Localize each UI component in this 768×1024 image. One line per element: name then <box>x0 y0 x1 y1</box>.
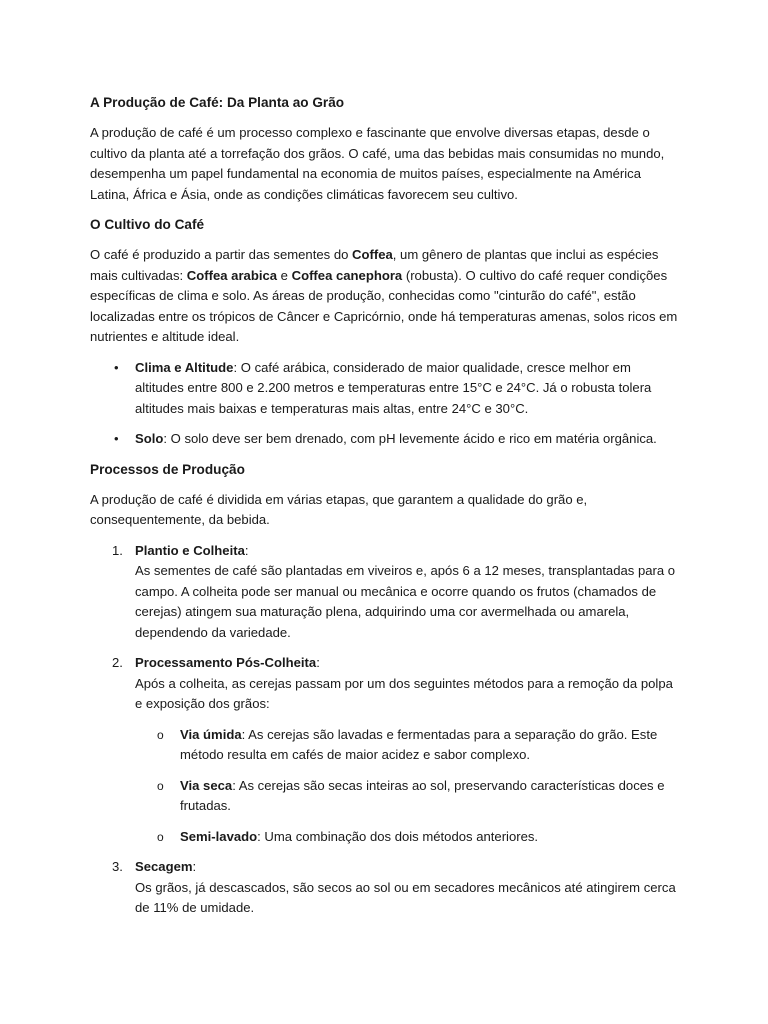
bullet-text: : O solo deve ser bem drenado, com pH levemente ácido e rico em matéria orgânica. <box>163 431 657 446</box>
step-text: As sementes de café são plantadas em viveiros e, após 6 a 12 meses, transplantadas para o campo. A colheita pode ser manual ou mecânica e ocorre quando os frutos (chamados de cerejas) atingem sua maturação plena, adquirindo uma cor avermelhada ou amarela, dependendo da variedade. <box>135 563 676 640</box>
list-item <box>90 653 682 847</box>
method-text: : Uma combinação dos dois métodos anteriores. <box>257 828 539 844</box>
bullet-marker: o <box>157 778 164 793</box>
method-text: : As cerejas são lavadas e fermentadas para a separação do grão. Este método resulta em cafés de maior acidez e sabor complexo. <box>180 726 658 762</box>
list-item <box>90 429 682 450</box>
step-term: Plantio e Colheita <box>135 542 245 558</box>
bullet-marker: o <box>157 829 164 844</box>
methods-list <box>135 725 682 848</box>
list-item <box>90 857 682 919</box>
bullet-marker: o <box>157 727 164 742</box>
list-item <box>135 776 682 817</box>
cultivo-paragraph <box>90 245 682 348</box>
term-coffea: Coffea <box>352 247 393 262</box>
step-heading <box>135 857 682 878</box>
term-coffea-canephora: Coffea canephora <box>291 267 403 283</box>
cultivo-text-b: , um gênero de plantas que inclui as espécies mais cultivadas: <box>90 247 659 283</box>
method-term: Semi-lavado <box>180 828 258 844</box>
method-term: Via úmida <box>180 726 242 742</box>
step-colon: : <box>244 542 249 558</box>
processos-intro-paragraph: A produção de café é dividida em várias etapas, que garantem a qualidade do grão e, consequentemente, da bebida. <box>90 491 588 527</box>
list-item <box>135 725 682 766</box>
bullet-text: : O café arábica, considerado de maior qualidade, cresce melhor em altitudes entre 800 e 2.200 metros e temperaturas entre 15°C e 24°C. Já o robusta tolera altitudes mais baixas e temperaturas mais altas, entre 24°C e 30°C. <box>135 359 652 416</box>
bullet-marker: • <box>114 431 119 446</box>
method-term: Via seca <box>180 777 233 793</box>
section-heading-processos: Processos de Produção <box>90 461 245 477</box>
step-heading <box>135 653 682 674</box>
step-text: Após a colheita, as cerejas passam por um dos seguintes métodos para a remoção da polpa e exposição dos grãos: <box>135 675 673 711</box>
list-item <box>90 541 682 644</box>
bullet-marker: • <box>114 359 119 375</box>
step-heading <box>135 541 682 562</box>
step-term: Secagem <box>135 859 193 874</box>
bullet-term: Solo <box>135 431 164 446</box>
step-number: 2. <box>112 655 123 670</box>
step-term: Processamento Pós-Colheita <box>135 655 317 670</box>
list-item <box>135 827 682 848</box>
step-text: Os grãos, já descascados, são secos ao sol ou em secadores mecânicos até atingirem cerca de 11% de umidade. <box>135 879 676 915</box>
bullet-term: Clima e Altitude <box>135 359 234 375</box>
section-heading-cultivo: O Cultivo do Café <box>90 217 205 232</box>
document-title: A Produção de Café: Da Planta ao Grão <box>90 95 345 110</box>
cultivo-text-c: e <box>277 267 292 283</box>
term-coffea-arabica: Coffea arabica <box>186 267 278 283</box>
cultivo-text-d: (robusta). O cultivo do café requer condições específicas de clima e solo. As áreas de produção, conhecidas como "cinturão do café", estão localizadas entre os trópicos de Câncer e Capricórnio, onde há temperaturas amenas, solos ricos em nutrientes e altitude ideal. <box>90 267 678 344</box>
method-text: : As cerejas são secas inteiras ao sol, preservando características doces e frutadas. <box>180 777 665 813</box>
document-page <box>90 93 682 919</box>
list-item <box>90 358 682 420</box>
intro-paragraph: A produção de café é um processo complexo e fascinante que envolve diversas etapas, desde o cultivo da planta até a torrefação dos grãos. O café, uma das bebidas mais consumidas no mundo, desempenha um papel fundamental na economia de muitos países, especialmente na América Latina, África e Ásia, onde as condições climáticas favorecem seu cultivo. <box>90 125 665 202</box>
step-colon: : <box>192 859 197 874</box>
cultivo-text-a: O café é produzido a partir das sementes do <box>90 247 353 262</box>
step-number: 3. <box>112 859 123 874</box>
steps-list <box>90 541 682 919</box>
step-number: 1. <box>112 542 123 558</box>
cultivo-bullet-list <box>90 358 682 450</box>
step-colon: : <box>316 655 320 670</box>
